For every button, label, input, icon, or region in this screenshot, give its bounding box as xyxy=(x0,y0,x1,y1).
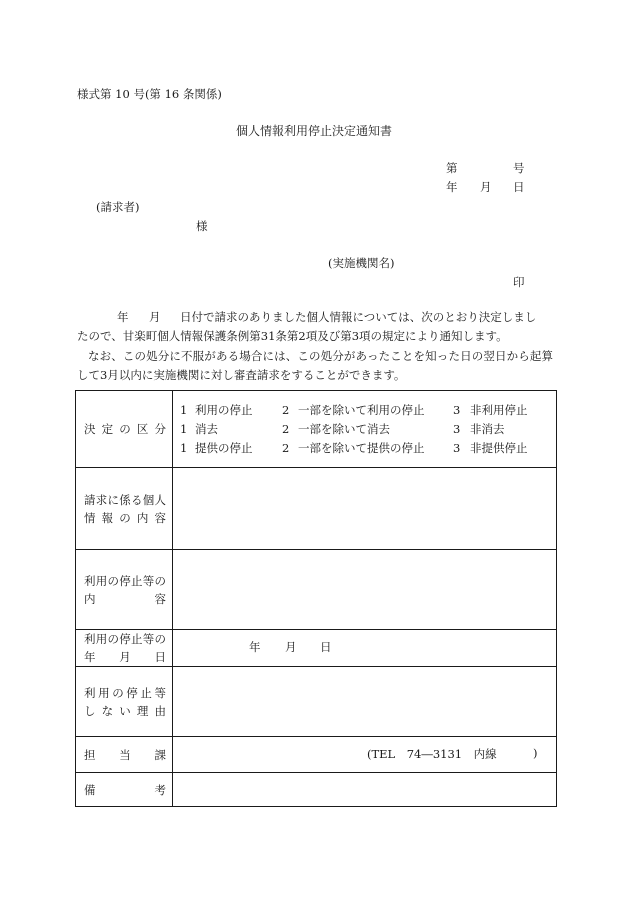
remarks-label-cell xyxy=(76,773,173,807)
stop-date-value-cell[interactable] xyxy=(173,630,557,667)
body-month: 月 xyxy=(149,310,161,324)
body-line1: 日付で請求のありました個人情報については、次のとおり決定しまし xyxy=(180,310,537,324)
reason-value[interactable] xyxy=(173,667,557,737)
stop-date-year: 年 xyxy=(249,640,261,654)
option-number: 1 xyxy=(180,421,188,436)
option-label: 非消去 xyxy=(470,421,505,436)
stop-content-value[interactable] xyxy=(173,550,557,630)
stop-date-label-year: 年 xyxy=(84,650,96,664)
stop-content-label-char1: 内 xyxy=(84,591,96,606)
info-content-value[interactable] xyxy=(173,468,557,550)
issue-date-day: 日 xyxy=(513,180,525,194)
remarks-value[interactable] xyxy=(173,773,557,807)
stop-content-label-line1: 利用の停止等の xyxy=(84,573,166,588)
stop-date-day: 日 xyxy=(320,640,332,654)
option-number: 1 xyxy=(180,440,188,455)
row-reason xyxy=(76,667,557,737)
document-title: 個人情報利用停止決定通知書 xyxy=(236,124,393,138)
decision-options-cell xyxy=(173,391,557,468)
remarks-label-char1: 備 xyxy=(84,782,96,797)
option-number: 3 xyxy=(453,421,461,436)
stop-date-label-cell xyxy=(76,630,173,667)
section-value-cell[interactable] xyxy=(173,737,557,773)
info-label-cell xyxy=(76,468,173,550)
decision-table xyxy=(75,390,557,807)
decision-label: 決 定 の 区 分 xyxy=(84,422,166,436)
tel-close: ) xyxy=(533,745,538,760)
agency-label: (実施機関名) xyxy=(328,256,395,270)
option-number: 1 xyxy=(180,402,188,417)
form-number: 様式第 10 号(第 16 条関係) xyxy=(77,87,222,101)
option-row-erase xyxy=(173,420,556,439)
reason-label-line1: 利用の停止等 xyxy=(84,685,166,700)
seal-mark: 印 xyxy=(513,275,525,289)
stop-date-label-line1: 利用の停止等の xyxy=(84,632,166,646)
option-label: 消去 xyxy=(195,421,218,436)
reason-label-line2: し な い 理 由 xyxy=(84,703,166,718)
option-label: 非利用停止 xyxy=(470,402,528,417)
option-number: 2 xyxy=(282,440,290,455)
option-label: 非提供停止 xyxy=(470,440,528,455)
tel-text: (TEL 74―3131 内線 xyxy=(367,746,497,761)
option-number: 2 xyxy=(282,421,290,436)
section-label-cell xyxy=(76,737,173,773)
row-stop-content xyxy=(76,550,557,630)
info-label-line2: 情 報 の 内 容 xyxy=(84,510,166,525)
info-label-line1: 請求に係る個人 xyxy=(84,492,166,507)
row-section xyxy=(76,737,557,773)
option-label: 提供の停止 xyxy=(195,440,253,455)
option-label: 一部を除いて利用の停止 xyxy=(298,402,425,417)
issue-date-month: 月 xyxy=(480,180,492,194)
option-label: 一部を除いて消去 xyxy=(298,421,390,436)
doc-number-dai: 第 xyxy=(446,161,458,175)
stop-date-month: 月 xyxy=(285,640,297,654)
option-label: 一部を除いて提供の停止 xyxy=(298,440,425,455)
stop-date-label-month: 月 xyxy=(119,650,131,664)
row-stop-date xyxy=(76,630,557,667)
remarks-label-char2: 考 xyxy=(154,782,166,797)
stop-content-label-cell xyxy=(76,550,173,630)
option-number: 3 xyxy=(453,440,461,455)
doc-number-go: 号 xyxy=(513,161,525,175)
row-info-content xyxy=(76,468,557,550)
row-remarks xyxy=(76,773,557,807)
body-paragraph-2: なお、この処分に不服がある場合には、この処分があったことを知った日の翌日から起算して3月以内に実施機関に対し審査請求をすることができます。 xyxy=(77,349,553,382)
issue-date-year: 年 xyxy=(446,180,458,194)
option-row-provision xyxy=(173,439,556,458)
option-row-usage xyxy=(173,401,556,420)
option-number: 2 xyxy=(282,402,290,417)
body-year: 年 xyxy=(117,310,129,324)
stop-content-label-char2: 容 xyxy=(154,591,166,606)
option-label: 利用の停止 xyxy=(195,402,253,417)
option-number: 3 xyxy=(453,402,461,417)
body-line2: たので、甘楽町個人情報保護条例第31条第2項及び第3項の規定により通知します。 xyxy=(77,329,508,343)
decision-label-cell xyxy=(76,391,173,468)
reason-label-cell xyxy=(76,667,173,737)
requester-sama: 様 xyxy=(196,219,208,233)
row-decision xyxy=(76,391,557,468)
stop-date-label-day: 日 xyxy=(154,650,166,664)
section-label: 担 当 課 xyxy=(84,747,166,762)
requester-label: (請求者) xyxy=(96,200,140,214)
